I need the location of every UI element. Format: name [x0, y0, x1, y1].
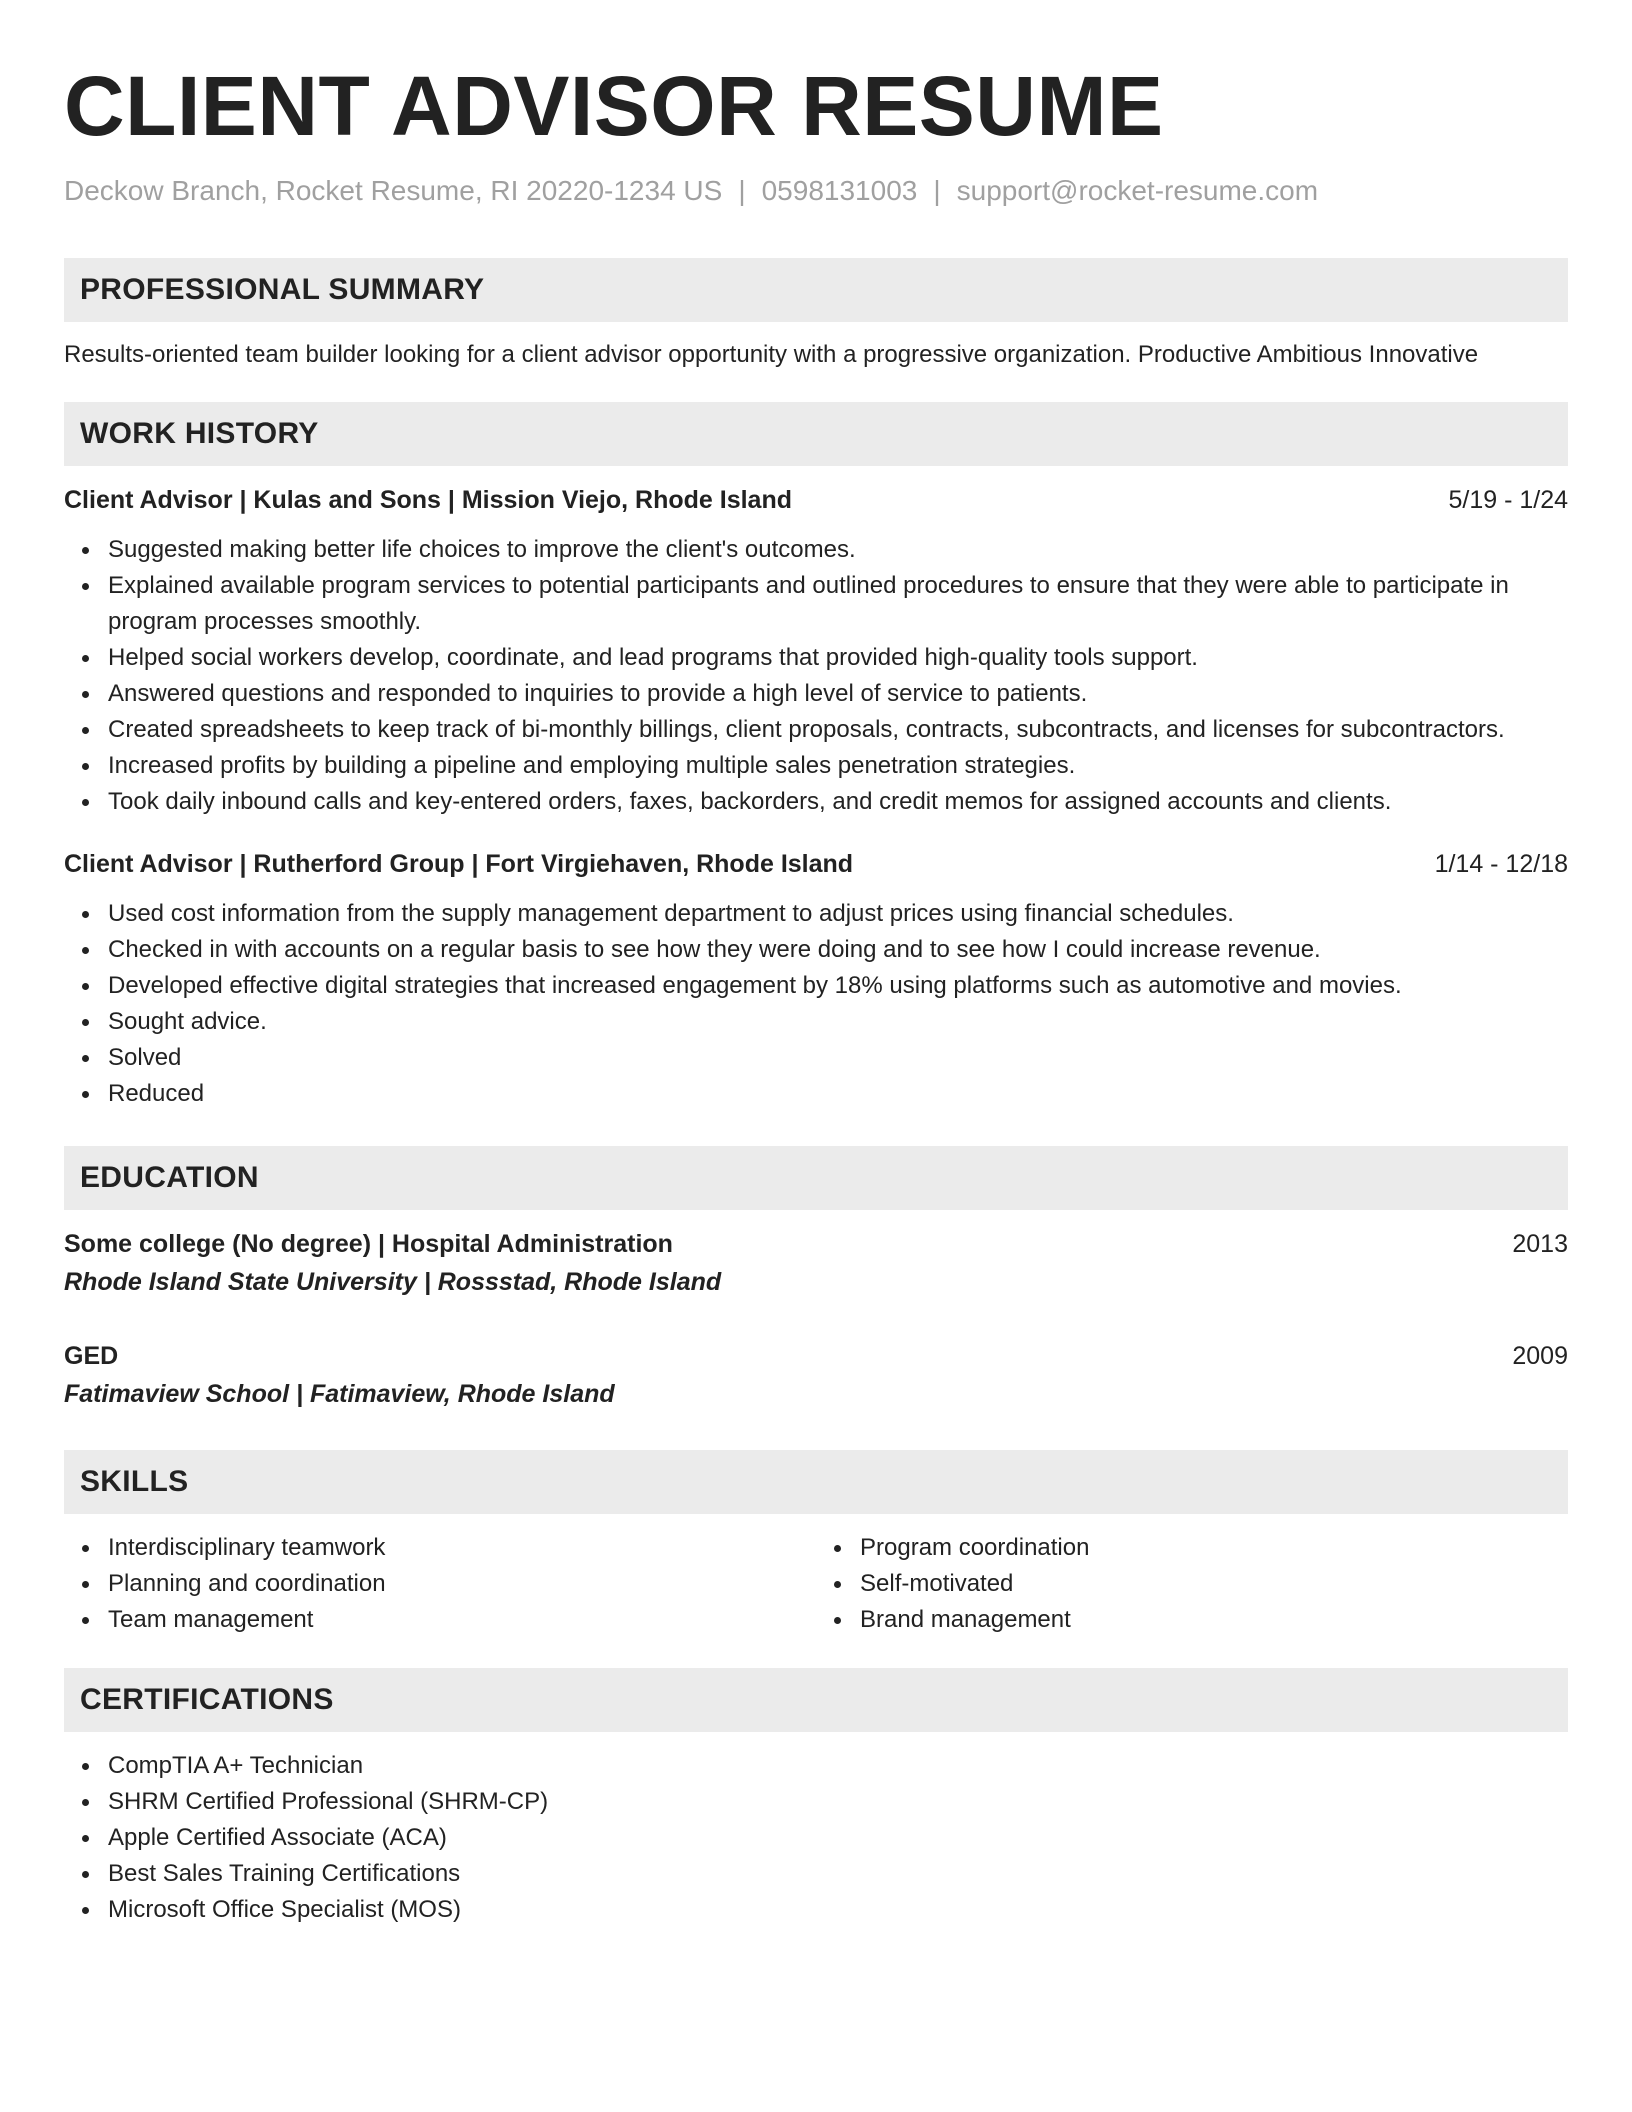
section-heading-summary: PROFESSIONAL SUMMARY [64, 258, 1568, 322]
list-item: Sought advice. [108, 1004, 1568, 1040]
skills-list [64, 1530, 816, 1638]
certifications-list [64, 1748, 1568, 1928]
job-title: Client Advisor | Rutherford Group | Fort Virgiehaven, Rhode Island [64, 850, 854, 878]
section-heading-certifications: CERTIFICATIONS [64, 1668, 1568, 1732]
list-item: Answered questions and responded to inquiries to provide a high level of service to patients. [108, 676, 1568, 712]
list-item: Brand management [860, 1602, 1568, 1638]
list-item: Program coordination [860, 1530, 1568, 1566]
list-item: Solved [108, 1040, 1568, 1076]
list-item: Took daily inbound calls and key-entered orders, faxes, backorders, and credit memos for assigned accounts and clients. [108, 784, 1568, 820]
education-school: Fatimaview School | Fatimaview, Rhode Island [64, 1380, 615, 1408]
skills-column-right [816, 1530, 1568, 1638]
skills-columns [64, 1530, 1568, 1638]
job-dates: 1/14 - 12/18 [1434, 850, 1568, 878]
education-degree: Some college (No degree) | Hospital Administration [64, 1230, 673, 1258]
contact-line [64, 174, 1568, 208]
education-entry [64, 1338, 1568, 1412]
contact-separator: | [933, 175, 941, 206]
list-item: SHRM Certified Professional (SHRM-CP) [108, 1784, 1568, 1820]
education-header [64, 1338, 1568, 1374]
skills-list [816, 1530, 1568, 1638]
resume-title: CLIENT ADVISOR RESUME [64, 59, 1164, 153]
list-item: Team management [108, 1602, 816, 1638]
list-item: Best Sales Training Certifications [108, 1856, 1568, 1892]
list-item: Checked in with accounts on a regular basis to see how they were doing and to see how I could increase revenue. [108, 932, 1568, 968]
list-item: Planning and coordination [108, 1566, 816, 1602]
list-item: Microsoft Office Specialist (MOS) [108, 1892, 1568, 1928]
job-bullet-list [64, 896, 1568, 1112]
contact-phone: 0598131003 [761, 175, 918, 206]
job-bullet-list [64, 532, 1568, 820]
list-item: Self-motivated [860, 1566, 1568, 1602]
list-item: Helped social workers develop, coordinate, and lead programs that provided high-quality tools support. [108, 640, 1568, 676]
list-item: Created spreadsheets to keep track of bi-monthly billings, client proposals, contracts, subcontracts, and licenses for subcontractors. [108, 712, 1568, 748]
job-dates: 5/19 - 1/24 [1448, 486, 1568, 514]
job-title: Client Advisor | Kulas and Sons | Mission Viejo, Rhode Island [64, 486, 793, 514]
education-year: 2013 [1512, 1230, 1568, 1258]
education-school: Rhode Island State University | Rossstad, Rhode Island [64, 1268, 722, 1296]
contact-email: support@rocket-resume.com [956, 175, 1319, 206]
education-degree: GED [64, 1342, 119, 1370]
contact-separator: | [738, 175, 746, 206]
section-heading-work-history: WORK HISTORY [64, 402, 1568, 466]
summary-text: Results-oriented team builder looking for a client advisor opportunity with a progressive organization. Productive Ambitious Innovative [64, 341, 1479, 368]
job-header [64, 846, 1568, 882]
job-header [64, 482, 1568, 518]
list-item: Suggested making better life choices to improve the client's outcomes. [108, 532, 1568, 568]
list-item: CompTIA A+ Technician [108, 1748, 1568, 1784]
contact-address: Deckow Branch, Rocket Resume, RI 20220-1234 US [64, 175, 723, 206]
list-item: Explained available program services to potential participants and outlined procedures to ensure that they were able to participate in program processes smoothly. [108, 568, 1568, 640]
education-entry [64, 1226, 1568, 1300]
education-header [64, 1226, 1568, 1262]
section-heading-skills: SKILLS [64, 1450, 1568, 1514]
section-heading-education: EDUCATION [64, 1146, 1568, 1210]
list-item: Increased profits by building a pipeline and employing multiple sales penetration strategies. [108, 748, 1568, 784]
skills-column-left [64, 1530, 816, 1638]
list-item: Used cost information from the supply management department to adjust prices using financial schedules. [108, 896, 1568, 932]
list-item: Developed effective digital strategies that increased engagement by 18% using platforms such as automotive and movies. [108, 968, 1568, 1004]
list-item: Interdisciplinary teamwork [108, 1530, 816, 1566]
list-item: Apple Certified Associate (ACA) [108, 1820, 1568, 1856]
education-year: 2009 [1512, 1342, 1568, 1370]
list-item: Reduced [108, 1076, 1568, 1112]
